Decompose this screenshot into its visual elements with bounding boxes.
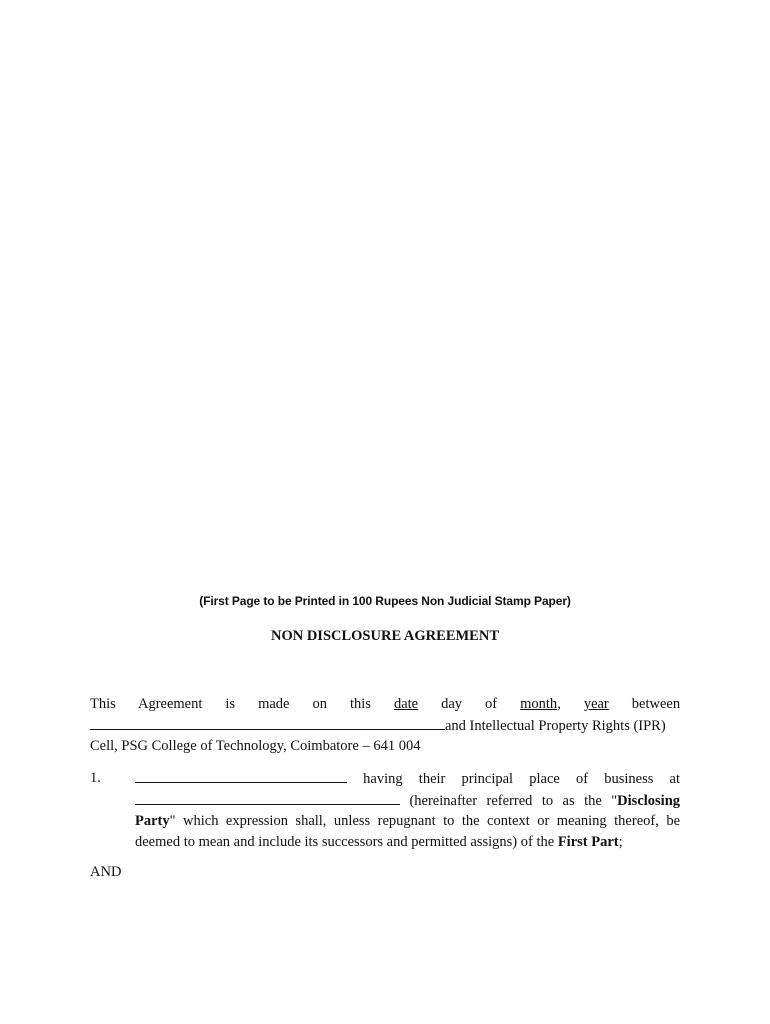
year-placeholder: year xyxy=(583,696,609,712)
and-separator: AND xyxy=(90,864,122,880)
clause-number: 1. xyxy=(90,770,101,786)
clause-line-1: having their principal place of business at xyxy=(135,768,680,790)
clause-1-paragraph xyxy=(135,768,680,852)
company-name-blank xyxy=(135,768,347,783)
clause-line-2: (hereinafter referred to as the "Disclosing xyxy=(135,790,680,812)
month-placeholder: month xyxy=(520,696,558,712)
clause-line-3: Party" which expression shall, unless repugnant to the context or meaning thereof, be xyxy=(135,813,680,829)
date-placeholder: date xyxy=(393,696,419,712)
intro-line-3: Cell, PSG College of Technology, Coimbatore – 641 004 xyxy=(90,738,421,754)
party-name-blank xyxy=(90,715,445,730)
intro-line-2: and Intellectual Property Rights (IPR) xyxy=(90,715,680,737)
business-address-blank xyxy=(135,790,400,805)
stamp-paper-note: (First Page to be Printed in 100 Rupees Non Judicial Stamp Paper) xyxy=(199,594,571,608)
intro-paragraph xyxy=(90,694,680,757)
document-title: NON DISCLOSURE AGREEMENT xyxy=(270,628,499,644)
clause-line-4: deemed to mean and include its successors and permitted assigns) of the First Part; xyxy=(135,833,623,850)
intro-line-1: This Agreement is made on this date day of month, year between xyxy=(90,696,681,712)
